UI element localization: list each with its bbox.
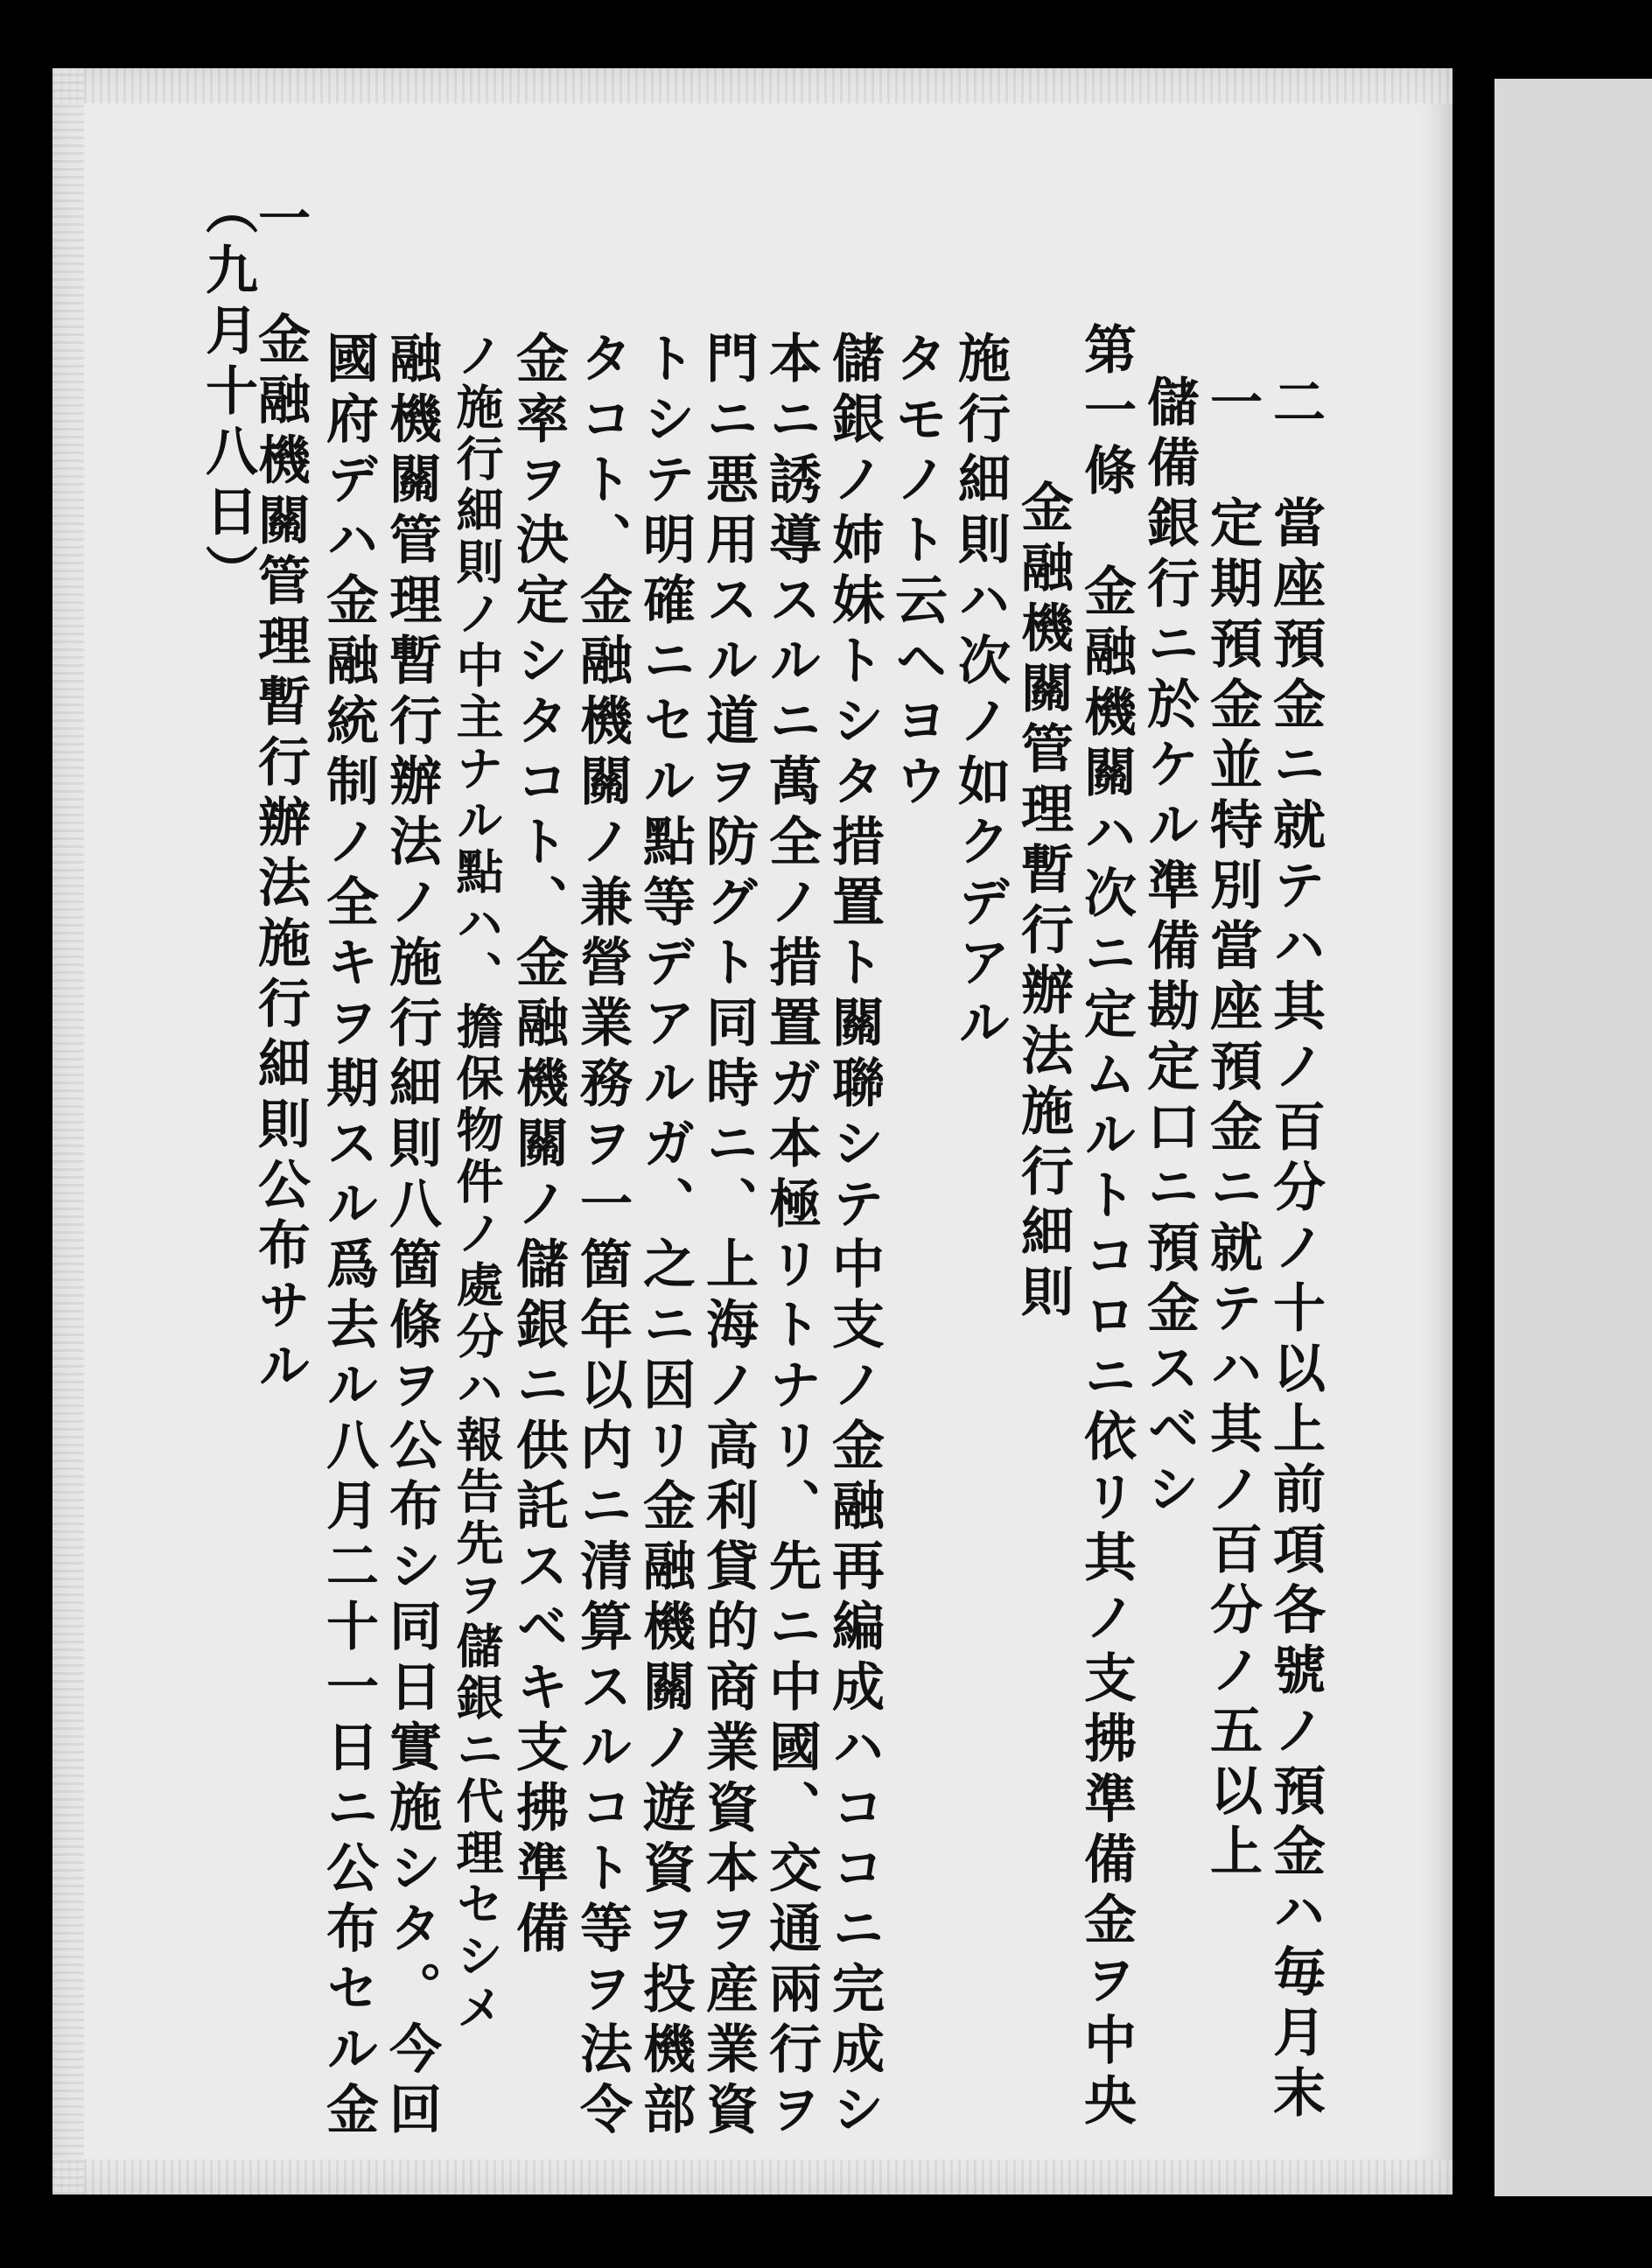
text-column: 門ニ悪用スル道ヲ防グト同時ニ、上海ノ高利貸的商業資本ヲ産業資 [697, 331, 759, 2142]
page-noise-bottom [52, 2160, 1452, 2194]
text-column-item-2: 二 當座預金ニ就テハ其ノ百分ノ十以上前項各號ノ預金ハ毎月末 [1264, 374, 1326, 2125]
text-column: 國府デハ金融統制ノ全キヲ期スル爲去ル八月二十一日ニ公布セル金 [318, 331, 379, 2142]
text-column: トシテ明確ニセル點等デアルガ、之ニ因リ金融機關ノ遊資ヲ投機部 [634, 331, 696, 2142]
text-column: 儲備銀行ニ於ケル準備勘定口ニ預金スベシ [1138, 374, 1200, 1522]
text-column: タモノト云ヘヨウ [886, 331, 948, 814]
text-column: 儲銀ノ姉妹トシタ措置ト關聯シテ中支ノ金融再編成ハココニ完成シ [823, 331, 885, 2142]
page-noise-left [52, 68, 84, 2194]
text-column-item-1: 一 定期預金並特別當座預金ニ就テハ其ノ百分ノ五以上 [1201, 374, 1263, 1884]
text-column: 金率ヲ決定シタコト、金融機關ノ儲銀ニ供託スベキ支拂準備 [508, 331, 569, 1961]
text-column-heading: 一 金融機關管理暫行辦法施行細則公布サル [249, 191, 311, 1398]
text-column-article-title: 金融機關管理暫行辦法施行細則 [1012, 480, 1074, 1325]
text-column: 本ニ誘導スルニ萬全ノ措置ガ本極リトナリ、先ニ中國、交通兩行ヲ [760, 331, 822, 2142]
adjacent-page-edge [1494, 79, 1652, 2196]
text-column-date: （九月十八日） [197, 182, 258, 605]
text-column: 施行細則ハ次ノ如クデアル [949, 331, 1011, 1055]
text-column: タコト、金融機關ノ兼營業務ヲ一箇年以内ニ清算スルコト等ヲ法令 [571, 331, 633, 2142]
page-noise-top [52, 68, 1452, 103]
text-column-article-1: 第一條 金融機關ハ次ニ定ムルトコロニ依リ其ノ支拂準備金ヲ中央 [1075, 322, 1137, 2133]
text-column: ノ施行細則ノ中主ナル點ハ、擔保物件ノ處分ハ報告先ヲ儲銀ニ代理セシメ [449, 331, 505, 2034]
text-column: 融機關管理暫行辦法ノ施行細則八箇條ヲ公布シ同日實施シタ。今回 [381, 331, 442, 2142]
document-page [52, 68, 1452, 2194]
